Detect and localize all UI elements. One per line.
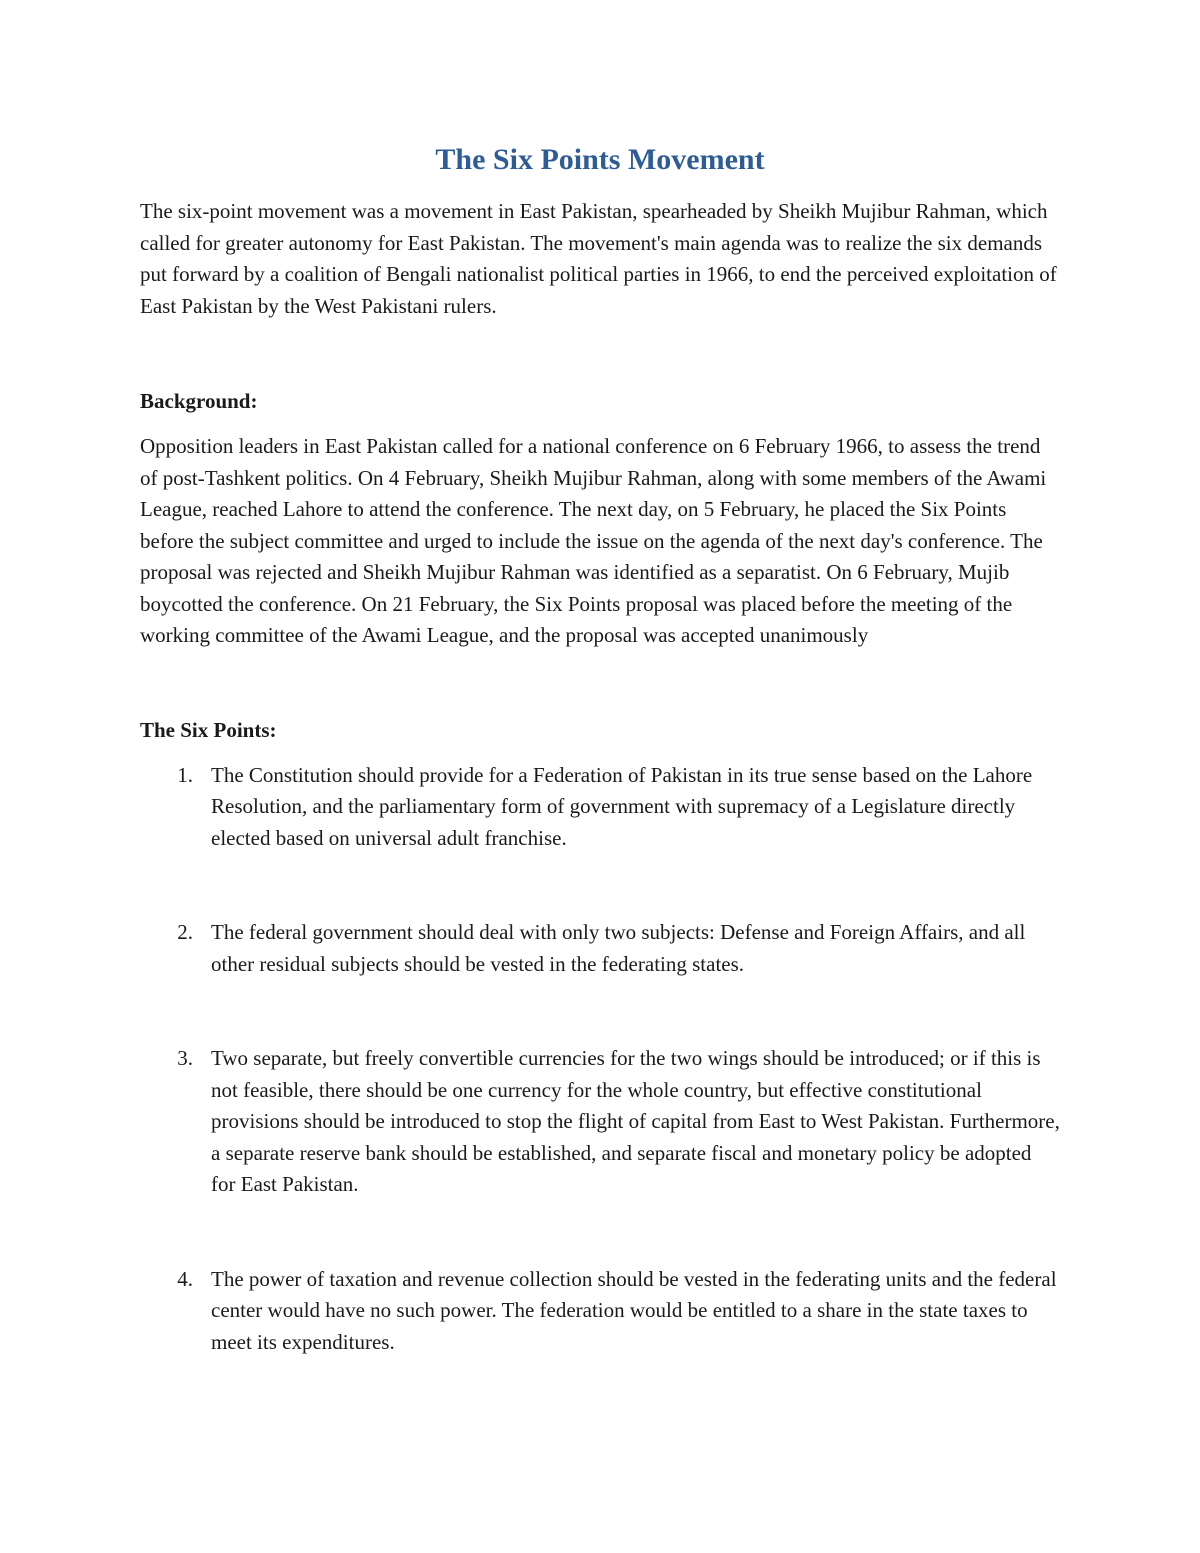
list-item-number: 2. xyxy=(177,920,193,944)
page-title: The Six Points Movement xyxy=(435,143,765,176)
list-item-number: 3. xyxy=(177,1046,193,1070)
six-points-list xyxy=(140,760,1060,1359)
intro-paragraph: The six-point movement was a movement in East Pakistan, spearheaded by Sheikh Mujibur Rahman, which called for greater autonomy for East Pakistan. The movement's main agenda was to realize the six demands put forward by a coalition of Bengali nationalist political parties in 1966, to end the perceived exploitation of East Pakistan by the West Pakistani rulers. xyxy=(140,199,1057,318)
list-item xyxy=(140,760,1060,855)
list-item-text: The Constitution should provide for a Federation of Pakistan in its true sense based on the Lahore Resolution, and the parliamentary form of government with supremacy of a Legislature directly elected based on universal adult franchise. xyxy=(211,762,1033,850)
background-paragraph: Opposition leaders in East Pakistan called for a national conference on 6 February 1966, to assess the trend of post-Tashkent politics. On 4 February, Sheikh Mujibur Rahman, along with some members of the Awami League, reached Lahore to attend the conference. The next day, on 5 February, he placed the Six Points before the subject committee and urged to include the issue on the agenda of the next day's conference. The proposal was rejected and Sheikh Mujibur Rahman was identified as a separatist. On 6 February, Mujib boycotted the conference. On 21 February, the Six Points proposal was placed before the meeting of the working committee of the Awami League, and the proposal was accepted unanimously xyxy=(140,434,1047,647)
list-item xyxy=(140,1043,1060,1201)
six-points-heading: The Six Points: xyxy=(140,717,277,742)
list-item-number: 4. xyxy=(177,1266,193,1291)
list-item xyxy=(140,1264,1060,1359)
background-heading: Background: xyxy=(140,389,258,413)
list-item-text: The federal government should deal with only two subjects: Defense and Foreign Affairs, and all other residual subjects should be vested in the federating states. xyxy=(211,920,1026,976)
list-item xyxy=(140,917,1060,980)
list-item-text: The power of taxation and revenue collection should be vested in the federating units and the federal center would have no such power. The federation would be entitled to a share in the state taxes to meet its expenditures. xyxy=(211,1266,1057,1354)
document-page xyxy=(140,138,1060,1358)
list-item-text: Two separate, but freely convertible currencies for the two wings should be introduced; or if this is not feasible, there should be one currency for the whole country, but effective constitutional provisions should be introduced to stop the flight of capital from East to West Pakistan. Furthermore, a separate reserve bank should be established, and separate fiscal and monetary policy be adopted for East Pakistan. xyxy=(211,1046,1060,1196)
list-item-number: 1. xyxy=(177,762,193,787)
